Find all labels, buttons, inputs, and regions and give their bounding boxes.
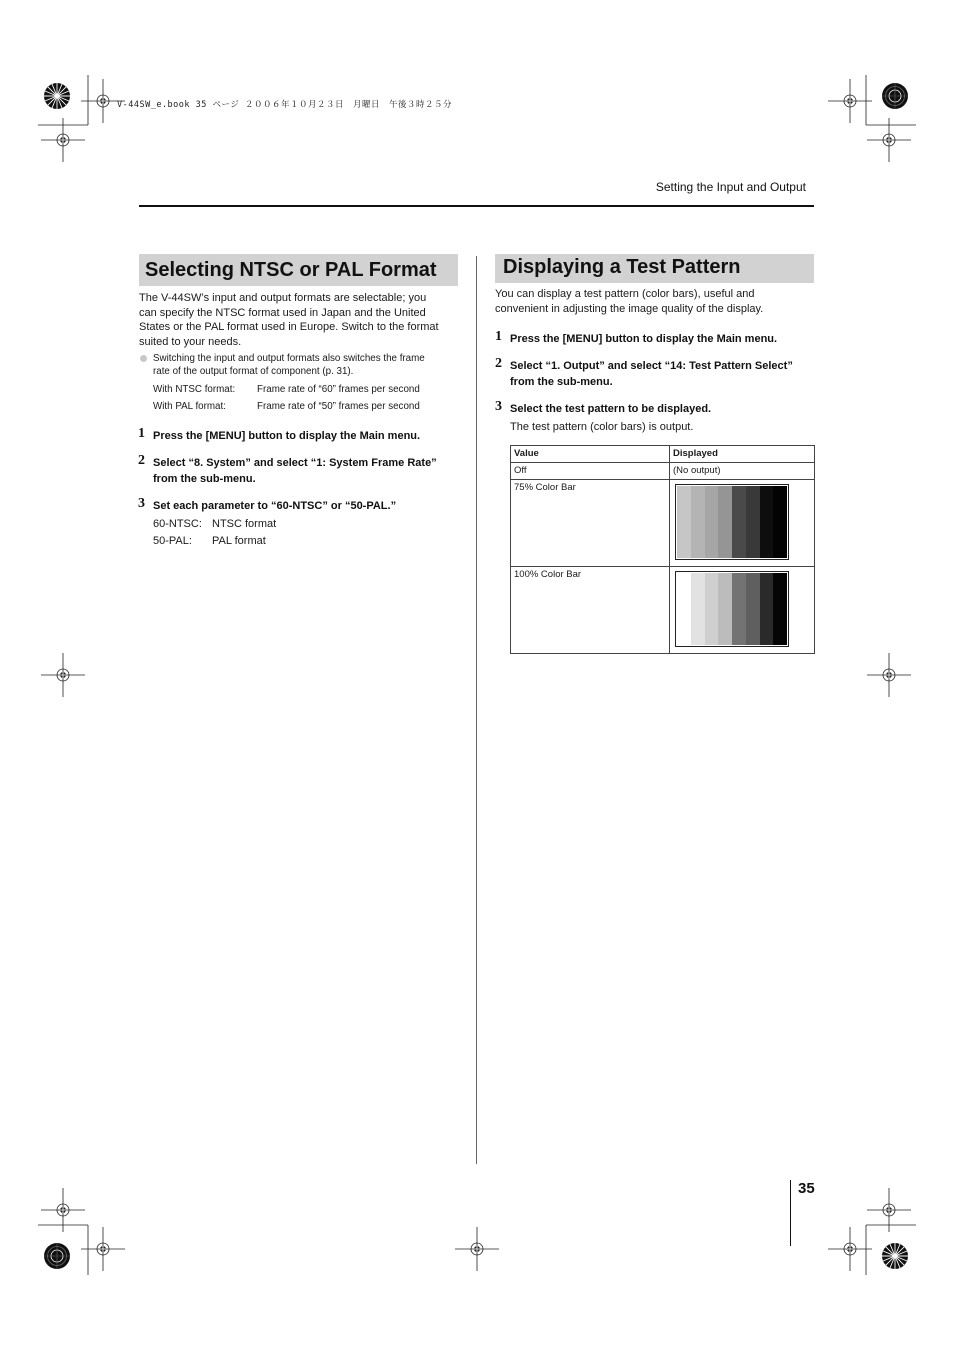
ntsc-pal-intro: The V-44SW’s input and output formats are selectable; you can specify the NTSC format used in Japan and the United States or the PAL format used in Europe. Switch to the format suited to your needs. [139,292,439,348]
step-number: 1 [495,329,502,344]
color-bar-stripe [746,573,760,645]
rate-row-ntsc: With NTSC format: Frame rate of “60” frames per second [153,384,420,395]
color-bar-stripe [705,573,719,645]
color-bar-stripe [773,573,787,645]
step-text: Select “8. System” and select “1: System Frame Rate” from the sub-menu. [153,457,437,485]
test-pattern-table [510,445,815,654]
color-bar-stripe [732,486,746,558]
table-cell-value: 100% Color Bar [511,567,670,654]
frame-rate-note: Switching the input and output formats also switches the frame rate of the output format of component (p. 31). [153,353,425,377]
step-number: 3 [495,399,502,414]
color-bar-stripe [746,486,760,558]
step-number: 1 [138,426,145,441]
rate-row-pal: With PAL format: Frame rate of “50” frames per second [153,401,420,412]
color-bar-stripe [718,573,732,645]
column-divider [476,256,477,1164]
color-bar-stripe [705,486,719,558]
step-number: 3 [138,496,145,511]
page-number-rule [790,1180,791,1246]
table-cell-value: Off [511,463,670,480]
step-text: Set each parameter to “60-NTSC” or “50-PAL.” [153,500,397,512]
color-bar-stripe [677,573,691,645]
table-header: Value [511,446,670,463]
color-bar-75-image [675,484,789,560]
step-text: Press the [MENU] button to display the Main menu. [510,333,778,345]
color-bar-stripe [760,573,774,645]
step-text: Select the test pattern to be displayed. [510,403,712,415]
table-row [511,567,815,654]
step-text: Press the [MENU] button to display the Main menu. [153,430,421,442]
page-number: 35 [798,1180,815,1197]
color-bar-stripe [677,486,691,558]
header-rule [139,205,814,207]
param-60-ntsc: 60-NTSC: NTSC format [153,518,277,530]
table-cell-displayed [670,480,815,567]
color-bar-100-image [675,571,789,647]
table-cell-displayed [670,567,815,654]
table-row [511,480,815,567]
note-bullet-icon [140,355,147,362]
step3-note: The test pattern (color bars) is output. [510,421,694,433]
color-bar-stripe [718,486,732,558]
step-text: Select “1. Output” and select “14: Test Pattern Select” from the sub-menu. [510,360,793,388]
color-bar-stripe [773,486,787,558]
color-bar-stripe [760,486,774,558]
table-cell-value: 75% Color Bar [511,480,670,567]
section-title-test-pattern: Displaying a Test Pattern [495,254,814,283]
table-cell-displayed: (No output) [670,463,815,480]
table-row [511,463,815,480]
param-50-pal: 50-PAL: PAL format [153,535,266,547]
section-title-ntsc-pal: Selecting NTSC or PAL Format [139,254,458,286]
step-number: 2 [495,356,502,371]
color-bar-stripe [732,573,746,645]
color-bar-stripe [691,486,705,558]
table-header-row [511,446,815,463]
step-number: 2 [138,453,145,468]
table-header: Displayed [670,446,815,463]
running-head: Setting the Input and Output [655,180,806,194]
color-bar-stripe [691,573,705,645]
print-info: V-44SW_e.book 35 ページ ２００６年１０月２３日 月曜日 午後３時２５分 [117,100,452,110]
test-pattern-intro: You can display a test pattern (color bars), useful and convenient in adjusting the image quality of the display. [495,288,764,315]
